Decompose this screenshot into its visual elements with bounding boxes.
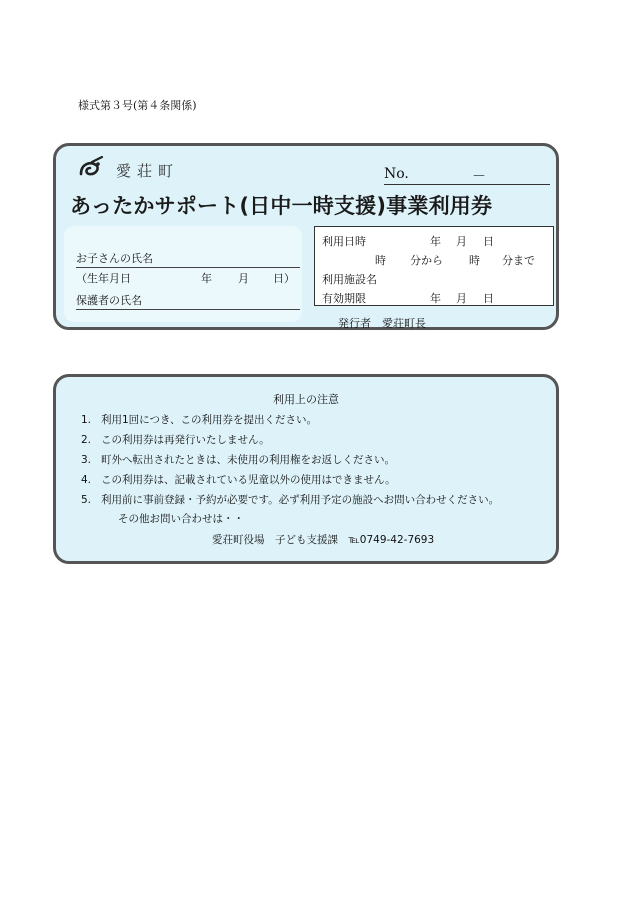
validity-day-label: 日 xyxy=(483,292,494,305)
notice-item xyxy=(81,492,499,507)
town-name: 愛荘町 xyxy=(116,162,180,180)
child-name-label: お子さんの氏名 xyxy=(76,252,153,265)
usage-hour-end-label: 時 xyxy=(469,254,480,267)
notice-item-number: 2. xyxy=(81,434,92,446)
town-logo-icon xyxy=(78,156,104,178)
facility-name-label: 利用施設名 xyxy=(322,273,377,286)
birth-year-label: 年 xyxy=(201,272,212,285)
usage-hour-label: 時 xyxy=(375,254,386,267)
ticket-number-dash: － xyxy=(472,169,486,185)
form-number: 様式第３号(第４条関係) xyxy=(78,99,197,112)
notice-item-number: 4. xyxy=(81,474,92,486)
child-name-field[interactable] xyxy=(76,250,300,268)
usage-day-label: 日 xyxy=(483,235,494,248)
guardian-name-field[interactable] xyxy=(76,292,300,310)
child-info-panel xyxy=(64,226,302,322)
notice-item-text: 利用前に事前登録・予約が必要です。必ず利用予定の施設へお問い合わせください。 xyxy=(101,494,500,506)
validity-label: 有効期限 xyxy=(322,292,366,305)
notice-item-text: この利用券は、記載されている児童以外の使用はできません。 xyxy=(101,474,396,486)
notice-item xyxy=(81,432,270,447)
notice-item-text: 町外へ転出されたときは、未使用の利用権をお返しください。 xyxy=(101,454,395,466)
usage-ticket xyxy=(53,143,559,330)
usage-month-label: 月 xyxy=(456,235,467,248)
usage-minute-from-label: 分から xyxy=(410,254,443,267)
notice-item-number: 3. xyxy=(81,454,92,466)
usage-date-label: 利用日時 xyxy=(322,235,366,248)
notice-other-inquiries: その他お問い合わせは・・ xyxy=(118,513,244,525)
birth-date-label: （生年月日 xyxy=(76,272,131,285)
guardian-name-label: 保護者の氏名 xyxy=(76,294,142,307)
usage-info-box xyxy=(314,226,554,306)
usage-year-label: 年 xyxy=(430,235,441,248)
birth-month-label: 月 xyxy=(238,272,249,285)
ticket-number-field[interactable] xyxy=(384,166,550,185)
notice-item-text: この利用券は再発行いたしません。 xyxy=(101,434,270,446)
notice-item xyxy=(81,412,317,427)
usage-minute-to-label: 分まで xyxy=(502,254,535,267)
ticket-number-label: No. xyxy=(384,166,409,182)
notice-item xyxy=(81,452,395,467)
notice-item-number: 5. xyxy=(81,494,92,506)
notice-item xyxy=(81,472,396,487)
ticket-title: あったかサポート(日中一時支援)事業利用券 xyxy=(70,194,493,218)
validity-month-label: 月 xyxy=(456,292,467,305)
notice-title: 利用上の注意 xyxy=(273,393,339,406)
issuer-line: 発行者 愛荘町長 xyxy=(338,317,426,330)
usage-notice-box xyxy=(53,374,559,564)
birth-day-label: 日） xyxy=(273,272,295,285)
notice-item-text: 利用1回につき、この利用券を提出ください。 xyxy=(101,414,318,426)
notice-contact: 愛荘町役場 子ども支援課 ℡0749-42-7693 xyxy=(212,534,435,546)
notice-item-number: 1. xyxy=(81,414,92,426)
validity-year-label: 年 xyxy=(430,292,441,305)
